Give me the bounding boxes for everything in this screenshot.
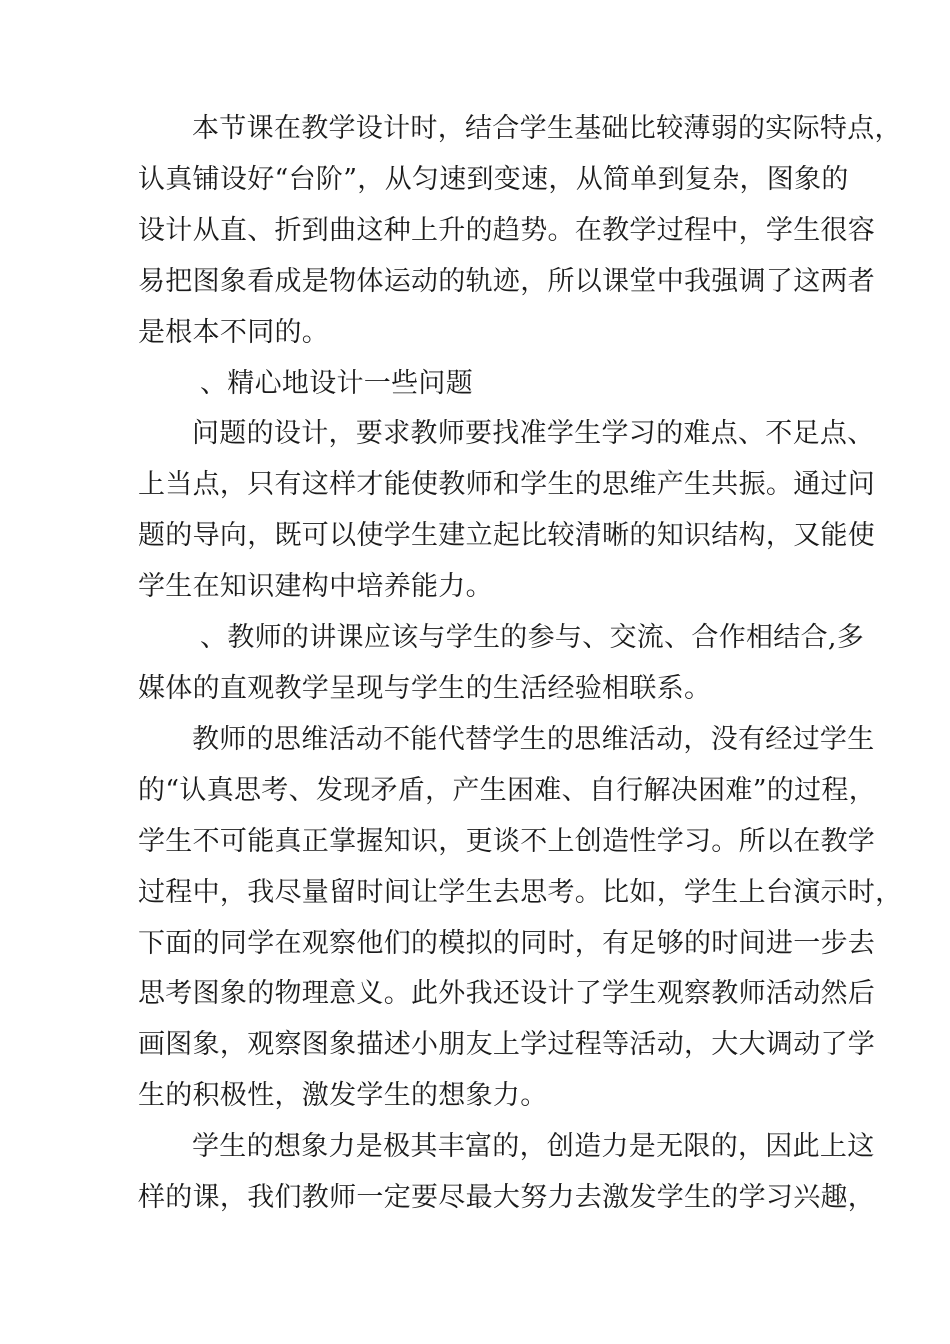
document-body <box>138 104 903 1224</box>
text-line: 上当点，只有这样才能使教师和学生的思维产生共振。通过问 <box>138 469 876 501</box>
text-line: 教师的思维活动不能代替学生的思维活动，没有经过学生 <box>192 723 875 755</box>
text-line: 过程中，我尽量留时间让学生去思考。比如，学生上台演示时， <box>138 876 903 908</box>
text-line: 学生的想象力是极其丰富的，创造力是无限的，因此上这 <box>192 1131 875 1163</box>
text-line: 学生在知识建构中培养能力。 <box>138 571 493 603</box>
text-line: 样的课，我们教师一定要尽最大努力去激发学生的学习兴趣， <box>138 1182 876 1214</box>
text-line: 媒体的直观教学呈现与学生的生活经验相联系。 <box>138 672 712 704</box>
text-line: 是根本不同的。 <box>138 316 330 348</box>
text-line: 本节课在教学设计时，结合学生基础比较薄弱的实际特点， <box>192 113 902 144</box>
text-line: 下面的同学在观察他们的模拟的同时，有足够的时间进一步去 <box>138 927 876 959</box>
text-line: 的“认真思考、发现矛盾，产生困难、自行解决困难”的过程， <box>138 774 877 806</box>
text-line: 思考图象的物理意义。此外我还设计了学生观察教师活动然后 <box>138 978 876 1010</box>
text-line: 画图象，观察图象描述小朋友上学过程等活动，大大调动了学 <box>138 1029 876 1061</box>
text-line: 学生不可能真正掌握知识，更谈不上创造性学习。所以在教学 <box>138 825 876 857</box>
text-line: 生的积极性，激发学生的想象力。 <box>138 1080 548 1112</box>
text-line: 认真铺设好“台阶”，从匀速到变速，从简单到复杂，图象的 <box>138 163 849 195</box>
text-line: 易把图象看成是物体运动的轨迹，所以课堂中我强调了这两者 <box>138 265 876 297</box>
section-heading: 、教师的讲课应该与学生的参与、交流、合作相结合,多 <box>200 622 865 654</box>
text-line: 问题的设计，要求教师要找准学生学习的难点、不足点、 <box>192 418 875 450</box>
text-line: 题的导向，既可以使学生建立起比较清晰的知识结构，又能使 <box>138 520 876 552</box>
text-line: 设计从直、折到曲这种上升的趋势。在教学过程中，学生很容 <box>138 214 876 246</box>
section-heading: 、精心地设计一些问题 <box>200 367 473 399</box>
